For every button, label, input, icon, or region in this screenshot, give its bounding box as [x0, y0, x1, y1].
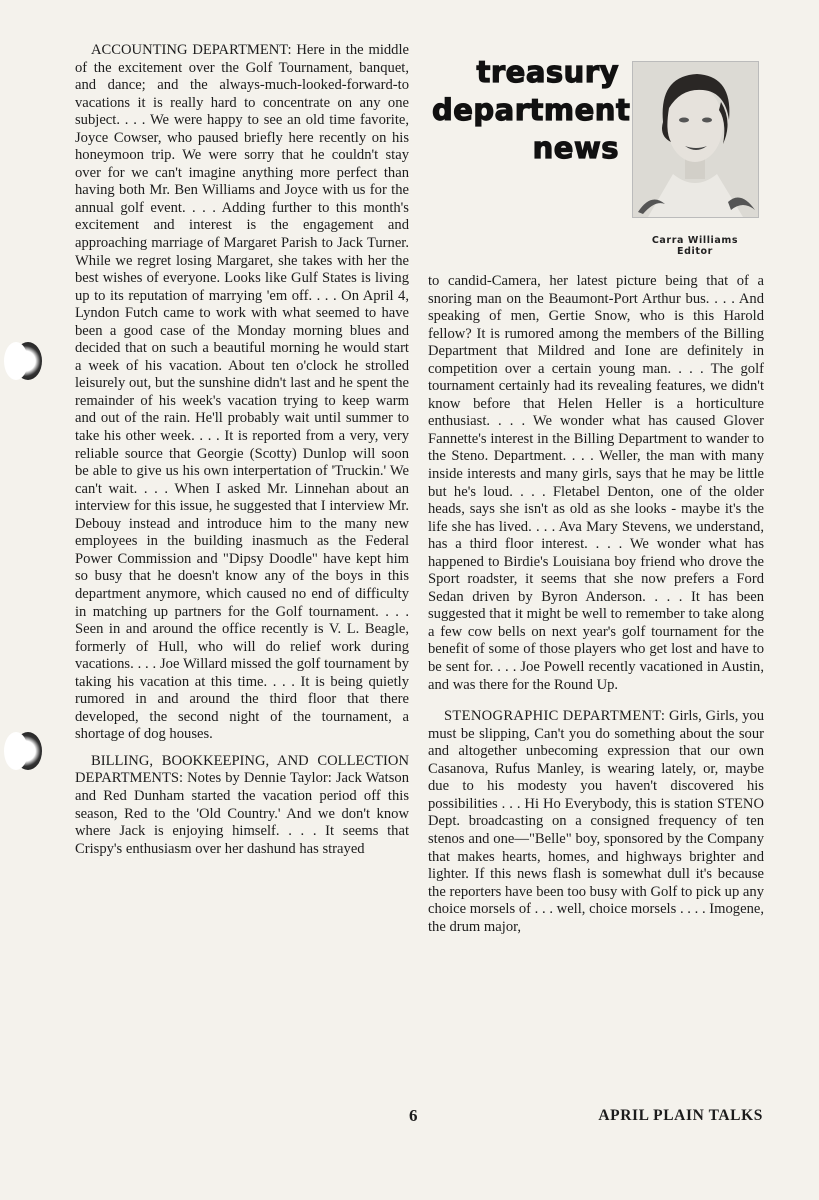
billing-department-paragraph [75, 753, 409, 858]
left-column [75, 42, 409, 858]
masthead-title-line: treasury [476, 55, 619, 89]
accounting-department-paragraph [75, 42, 409, 744]
right-column [428, 273, 764, 936]
editor-role: Editor [677, 246, 713, 257]
masthead-title-line: news [532, 131, 619, 165]
page-number: 6 [409, 1106, 418, 1125]
section-heading: BILLING, BOOKKEEPING, AND COLLECTION DEPARTMENTS: [75, 752, 409, 787]
stenographic-department-paragraph [428, 708, 764, 936]
binder-hole [14, 732, 42, 770]
paragraph-body: Girls, Girls, you must be slipping, Can't you do something about the sour and altogether unbecoming expression that our own Casanova, Rufus Manley, is wearing lately, or, maybe due to his modesty you haven't discovered his possibilities . . . Hi Ho Everybody, this is station STENO Dept. broadcasting on a consigned frequency of ten stenos and one—"Belle" boy, sponsored by the Company that makes hearts, homes, and highways brighter and lighter. If this news flash is somewhat dull it's because the reporters have been too busy with Golf to pick up any choice morsels of . . . well, choice morsels . . . . Imogene, the drum major, [428, 708, 764, 935]
section-heading: ACCOUNTING DEPARTMENT: [91, 42, 292, 58]
publication-footer: APRIL PLAIN TALKS [598, 1107, 763, 1124]
paragraph-body: to candid-Camera, her latest picture being that of a snoring man on the Beaumont-Port Arthur bus. . . . And speaking of men, Gertie Snow, who is this Harold fellow? It is rumored among the members of the Billing Department that Mildred and Ione are definitely in competition over a certain young man. . . . The golf tournament certainly had its revealing features, we didn't know before that Helen Heller is a horticulture enthusiast. . . . We wonder what has caused Glover Fannette's interest in the Billing Department to wander to the Steno. Department. . . . Weller, the man with many inside interests and many girls, says that he may be little but he's loud. . . . Fletabel Denton, one of the older heads, says she isn't as old as she looks - maybe it's the life she has lived. . . . Ava Mary Stevens, we understand, has a third floor interest. . . . We wonder what has happened to Birdie's Louisiana boy friend who drove the Sport roadster, it seems that she now prefers a Ford Sedan driven by Byron Anderson. . . . It has been suggested that it might be well to remember to take along a few cow bells on next year's golf tournament for the benefit of some of those players who get lost and have to be sent for. . . . Joe Powell recently vacationed in Austin, and was there for the Round Up. [428, 273, 764, 693]
editor-name: Carra Williams [651, 235, 739, 246]
paragraph-body: Here in the middle of the excitement over the Golf Tournament, banquet, and dance; and the always-much-looked-forward-to vacations it is really hard to concentrate on any one subject. . . . We were happy to see an old time favorite, Joyce Cowser, who paused briefly here recently on his honeymoon trip. We were sorry that he couldn't stay over for we can't imagine anything more perfect than having both Mr. Ben Williams and Joyce with us for the annual golf event. . . . Adding further to this month's excitement and interest is the engagement and approaching marriage of Margaret Parish to Jack Turner. While we regret losing Margaret, she takes with her the best wishes of everyone. Looks like Gulf States is living up to its reputation of marrying 'em off. . . . On April 4, Lyndon Futch came to work with what seemed to have been a good case of the Monday morning blues and decided that on such a beautiful morning he would start a week of his vacation. About ten o'clock he strolled leisurely out, but the sunshine didn't last and he spent the remainder of his week's vacation trying to keep warm and out of the rain. He'll probably wait until summer to take his other week. . . . It is reported from a very, very reliable source that Georgie (Scotty) Dunlop will soon be able to give us his own interpertation of 'Truckin.' We can't wait. . . . When I asked Mr. Linnehan about an interview for this issue, he suggested that I interview Mr. Debouy instead and introduce him to the many new employees in the building inasmuch as the Federal Power Commission and "Dipsy Doodle" have kept him so busy that he doesn't know any of the boys in this department anymore, which caused no end of difficulty in matching up partners for the Golf tournament. . . . Seen in and around the office recently is V. L. Beagle, formerly of Hull, who will do relief work during vacations. . . . Joe Willard missed the golf tournament by taking his vacation at this time. . . . It is being quietly rumored in and around the third floor that there developed, the second night of the tournament, a shortage of dog houses. [75, 42, 409, 743]
binder-hole [14, 342, 42, 380]
paragraph-body: Notes by Dennie Taylor: Jack Watson and Red Dunham started the vacation period off this season, Red to the 'Old Country.' And we don't know where Jack is enjoying himself. . . . It seems that Crispy's enthusiasm over her dashund has strayed [75, 770, 409, 857]
section-heading: STENOGRAPHIC DEPARTMENT: [444, 708, 666, 725]
editor-portrait-photo [632, 61, 759, 218]
photo-caption [630, 235, 760, 257]
masthead-title-line: department [432, 93, 631, 127]
continued-billing-paragraph [428, 273, 764, 694]
